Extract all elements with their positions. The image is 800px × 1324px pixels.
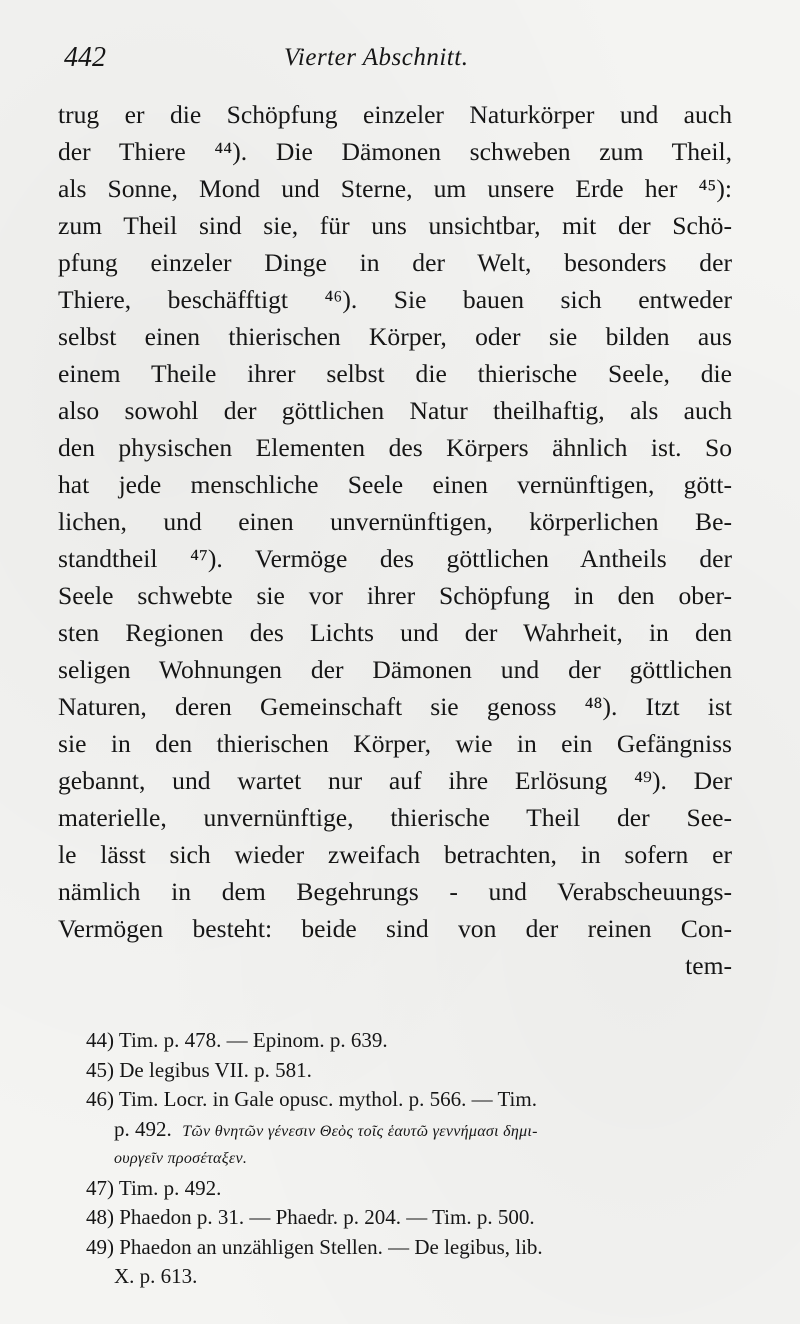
body-line: Seele schwebte sie vor ihrer Schöpfung in den ober- xyxy=(58,581,732,610)
body-line: den physischen Elementen des Körpers ähnlich ist. So xyxy=(58,433,732,462)
footnote-47: 47) Tim. p. 492. xyxy=(86,1175,222,1200)
footnote-46: 46) Tim. Locr. in Gale opusc. mythol. p. 566. — Tim. xyxy=(86,1087,537,1111)
footnote-46-greek-quote-end: ουργεῖν προσέταξεν. xyxy=(114,1150,248,1167)
body-text xyxy=(58,96,732,984)
body-line: also sowohl der göttlichen Natur theilhaftig, als auch xyxy=(58,396,732,425)
body-line: standtheil ⁴⁷). Vermöge des göttlichen Antheils der xyxy=(58,544,732,573)
page-header xyxy=(64,40,734,80)
body-line: als Sonne, Mond und Sterne, um unsere Erde her ⁴⁵): xyxy=(58,174,732,203)
footnote-49-continuation: X. p. 613. xyxy=(114,1264,198,1288)
body-line: pfung einzeler Dinge in der Welt, besonders der xyxy=(58,248,732,277)
body-line: zum Theil sind sie, für uns unsichtbar, mit der Schö- xyxy=(58,211,732,240)
catchword: tem- xyxy=(685,951,732,980)
body-line: sten Regionen des Lichts und der Wahrheit, in den xyxy=(58,618,732,647)
body-line: le lässt sich wieder zweifach betrachten, in sofern er xyxy=(58,840,732,869)
body-line: der Thiere ⁴⁴). Die Dämonen schweben zum Theil, xyxy=(58,137,732,166)
body-line: sie in den thierischen Körper, wie in ein Gefängniss xyxy=(58,729,732,758)
footnotes xyxy=(86,1026,734,1292)
footnote-45: 45) De legibus VII. p. 581. xyxy=(86,1057,312,1082)
body-line: seligen Wohnungen der Dämonen und der göttlichen xyxy=(58,655,732,684)
body-line: Thiere, beschäfftigt ⁴⁶). Sie bauen sich entweder xyxy=(58,285,732,314)
body-line: einem Theile ihrer selbst die thierische Seele, die xyxy=(58,359,732,388)
page-number: 442 xyxy=(64,42,106,73)
body-line: selbst einen thierischen Körper, oder sie bilden aus xyxy=(58,322,732,351)
running-head: Vierter Abschnitt. xyxy=(284,44,469,71)
body-line: trug er die Schöpfung einzeler Naturkörper und auch xyxy=(58,100,732,129)
footnote-46-continuation xyxy=(86,1115,734,1145)
footnote-48: 48) Phaedon p. 31. — Phaedr. p. 204. — Tim. p. 500. xyxy=(86,1205,535,1229)
body-line: lichen, und einen unvernünftigen, körperlichen Be- xyxy=(58,507,732,536)
body-line: hat jede menschliche Seele einen vernünftigen, gött- xyxy=(58,470,732,499)
body-line: Naturen, deren Gemeinschaft sie genoss ⁴⁸). Itzt ist xyxy=(58,692,732,721)
footnote-46-page-ref: p. 492. xyxy=(114,1116,172,1141)
body-line: gebannt, und wartet nur auf ihre Erlösung ⁴⁹). Der xyxy=(58,766,732,795)
footnote-46-greek-quote: Τῶν θνητῶν γένεσιν Θεὸς τοῖς ἑαυτῶ γεννήμασι δημι- xyxy=(182,1122,538,1140)
body-line: materielle, unvernünftige, thierische Theil der See- xyxy=(58,803,732,832)
footnote-44: 44) Tim. p. 478. — Epinom. p. 639. xyxy=(86,1028,388,1052)
footnote-49: 49) Phaedon an unzähligen Stellen. — De legibus, lib. xyxy=(86,1234,543,1259)
body-line: nämlich in dem Begehrungs - und Verabscheuungs- xyxy=(58,877,732,906)
body-line: Vermögen besteht: beide sind von der reinen Con- xyxy=(58,914,732,943)
